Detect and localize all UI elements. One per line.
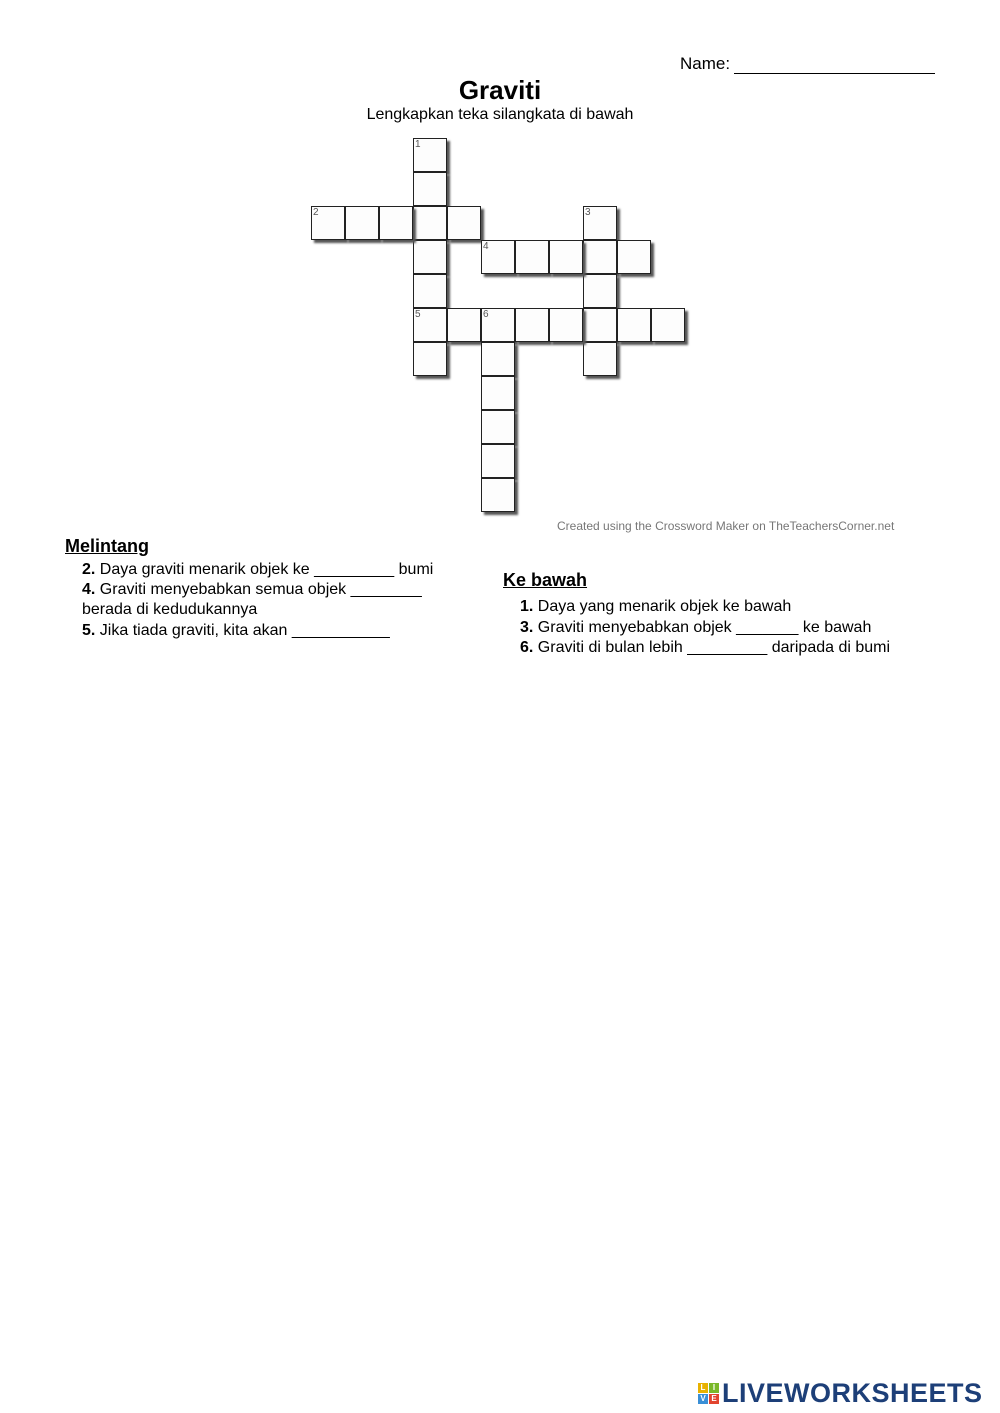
page-subtitle: Lengkapkan teka silangkata di bawah <box>366 106 634 123</box>
across-clue-5 <box>82 621 390 641</box>
crossword-cell[interactable] <box>583 206 617 240</box>
crossword-cell[interactable] <box>617 308 651 342</box>
liveworksheets-logo <box>698 1378 983 1409</box>
clue-number-label: 3 <box>585 207 591 218</box>
down-clue-6 <box>520 638 890 658</box>
page-title: Graviti <box>458 75 542 105</box>
crossword-cell[interactable] <box>413 172 447 206</box>
clue-text: Daya yang menarik objek ke bawah <box>537 598 792 615</box>
crossword-cell[interactable] <box>583 308 617 342</box>
crossword-cell[interactable] <box>481 444 515 478</box>
crossword-cell[interactable] <box>447 206 481 240</box>
clue-number: 4. <box>82 581 96 598</box>
logo-block: L <box>698 1383 708 1393</box>
crossword-cell[interactable] <box>481 240 515 274</box>
clue-number-label: 6 <box>483 309 489 320</box>
clue-number-label: 4 <box>483 241 489 252</box>
crossword-cell[interactable] <box>481 376 515 410</box>
crossword-credit: Created using the Crossword Maker on TheTeachersCorner.net <box>557 519 895 533</box>
clue-number-label: 1 <box>415 139 421 150</box>
down-clue-1 <box>520 597 791 617</box>
crossword-cell[interactable] <box>617 240 651 274</box>
logo-block: I <box>709 1383 719 1393</box>
crossword-cell[interactable] <box>413 206 447 240</box>
clue-text: Graviti menyebabkan semua objek ________ <box>99 581 422 598</box>
clue-number-label: 5 <box>415 309 421 320</box>
clue-number-label: 2 <box>313 207 319 218</box>
down-clue-3 <box>520 618 871 638</box>
across-clue-2 <box>82 560 433 580</box>
crossword-cell[interactable] <box>413 308 447 342</box>
clue-text-continued: berada di kedudukannya <box>82 601 258 618</box>
crossword-cell[interactable] <box>549 308 583 342</box>
clue-number: 6. <box>520 639 534 656</box>
crossword-cell[interactable] <box>481 410 515 444</box>
crossword-cell[interactable] <box>481 478 515 512</box>
name-input-line[interactable] <box>734 73 935 74</box>
crossword-cell[interactable] <box>583 274 617 308</box>
crossword-cell[interactable] <box>583 240 617 274</box>
crossword-cell[interactable] <box>515 308 549 342</box>
clue-text: Graviti di bulan lebih _________ daripada di bumi <box>537 639 891 656</box>
clue-number: 3. <box>520 619 534 636</box>
logo-blocks-icon <box>698 1383 719 1404</box>
down-heading: Ke bawah <box>503 570 588 590</box>
crossword-cell[interactable] <box>515 240 549 274</box>
crossword-cell[interactable] <box>345 206 379 240</box>
across-clue-4 <box>82 580 422 620</box>
clue-number: 5. <box>82 622 96 639</box>
across-heading: Melintang <box>65 536 149 556</box>
crossword-cell[interactable] <box>481 342 515 376</box>
clue-text: Jika tiada graviti, kita akan ___________ <box>99 622 390 639</box>
clue-number: 1. <box>520 598 534 615</box>
name-label: Name: <box>680 54 731 73</box>
clue-number: 2. <box>82 561 96 578</box>
clue-text: Daya graviti menarik objek ke _________ bumi <box>99 561 434 578</box>
logo-block: E <box>709 1394 719 1404</box>
crossword-cell[interactable] <box>413 342 447 376</box>
crossword-cell[interactable] <box>379 206 413 240</box>
crossword-cell[interactable] <box>481 308 515 342</box>
crossword-cell[interactable] <box>413 138 447 172</box>
crossword-cell[interactable] <box>447 308 481 342</box>
crossword-cell[interactable] <box>311 206 345 240</box>
crossword-cell[interactable] <box>413 240 447 274</box>
logo-block: V <box>698 1394 708 1404</box>
clue-text: Graviti menyebabkan objek _______ ke bawah <box>537 619 872 636</box>
crossword-cell[interactable] <box>549 240 583 274</box>
crossword-cell[interactable] <box>651 308 685 342</box>
crossword-grid <box>311 138 711 528</box>
crossword-cell[interactable] <box>583 342 617 376</box>
crossword-cell[interactable] <box>413 274 447 308</box>
logo-text: LIVEWORKSHEETS <box>722 1378 983 1408</box>
